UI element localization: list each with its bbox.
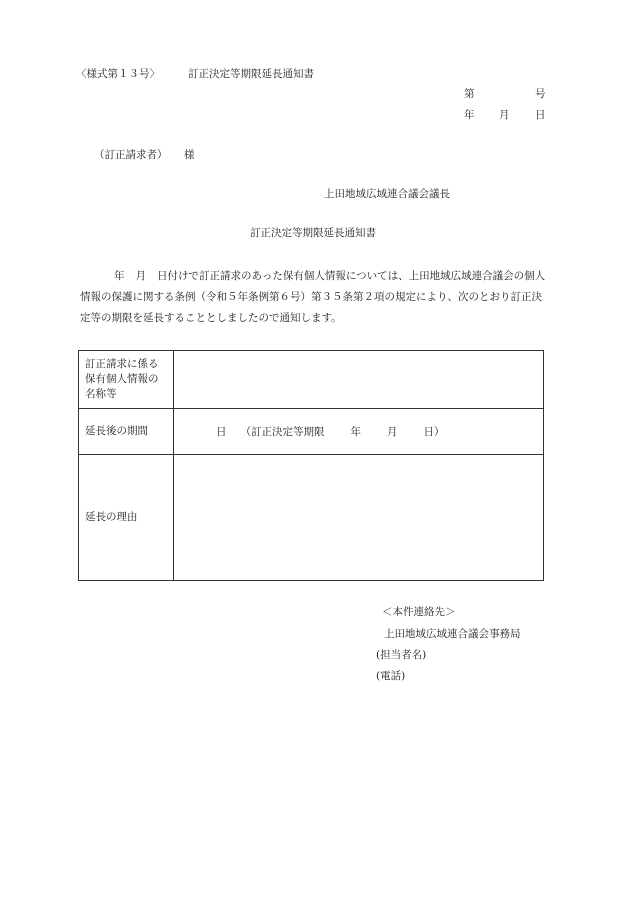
- document-title: 訂正決定等期限延長通知書: [250, 227, 376, 239]
- doc-number-suffix: 号: [535, 88, 546, 100]
- sender-name: 上田地域広域連合議会議長: [324, 188, 450, 200]
- period-year: 年: [350, 426, 361, 438]
- row-label-info-name: 訂正請求に係る保有個人情報の名称等: [79, 351, 174, 409]
- row-value-info-name: [174, 351, 544, 409]
- date-day: 日: [535, 109, 546, 121]
- period-deadline-label: （訂正決定等期限: [240, 426, 325, 438]
- contact-heading: ＜本件連絡先＞: [382, 606, 456, 618]
- addressee-honorific: 様: [184, 149, 195, 161]
- form-number: 〈様式第１３号〉: [76, 68, 160, 80]
- row-label-reason: 延長の理由: [79, 455, 174, 581]
- extension-table: [78, 350, 544, 581]
- doc-number-prefix: 第: [464, 88, 475, 100]
- table-row: [79, 455, 544, 581]
- period-month: 月: [387, 426, 398, 438]
- period-day: 日: [216, 426, 227, 438]
- row-label-period: 延長後の期間: [79, 409, 174, 455]
- date-month: 月: [499, 109, 510, 121]
- date-year: 年: [464, 109, 475, 121]
- body-text: 日付けで訂正請求のあった保有個人情報については、上田地域広域連合議会の個人情報の保護に関する条例（令和５年条例第６号）第３５条第２項の規定により、次のとおり訂正決定等の期限を延長することとしましたので通知します。: [80, 270, 546, 324]
- row-value-period: [174, 409, 544, 455]
- period-day-close: 日）: [423, 426, 445, 438]
- row-value-reason: [174, 455, 544, 581]
- table-row: [79, 409, 544, 455]
- table-row: [79, 351, 544, 409]
- contact-office: 上田地域広域連合議会事務局: [384, 628, 521, 640]
- body-date-year: 年: [114, 270, 125, 282]
- body-paragraph: [80, 266, 550, 329]
- body-date-month: 月: [135, 270, 146, 282]
- form-title: 訂正決定等期限延長通知書: [188, 68, 314, 80]
- contact-person: (担当者名): [376, 649, 427, 661]
- addressee-name: （訂正請求者）: [94, 149, 168, 161]
- contact-phone: (電話): [376, 670, 406, 682]
